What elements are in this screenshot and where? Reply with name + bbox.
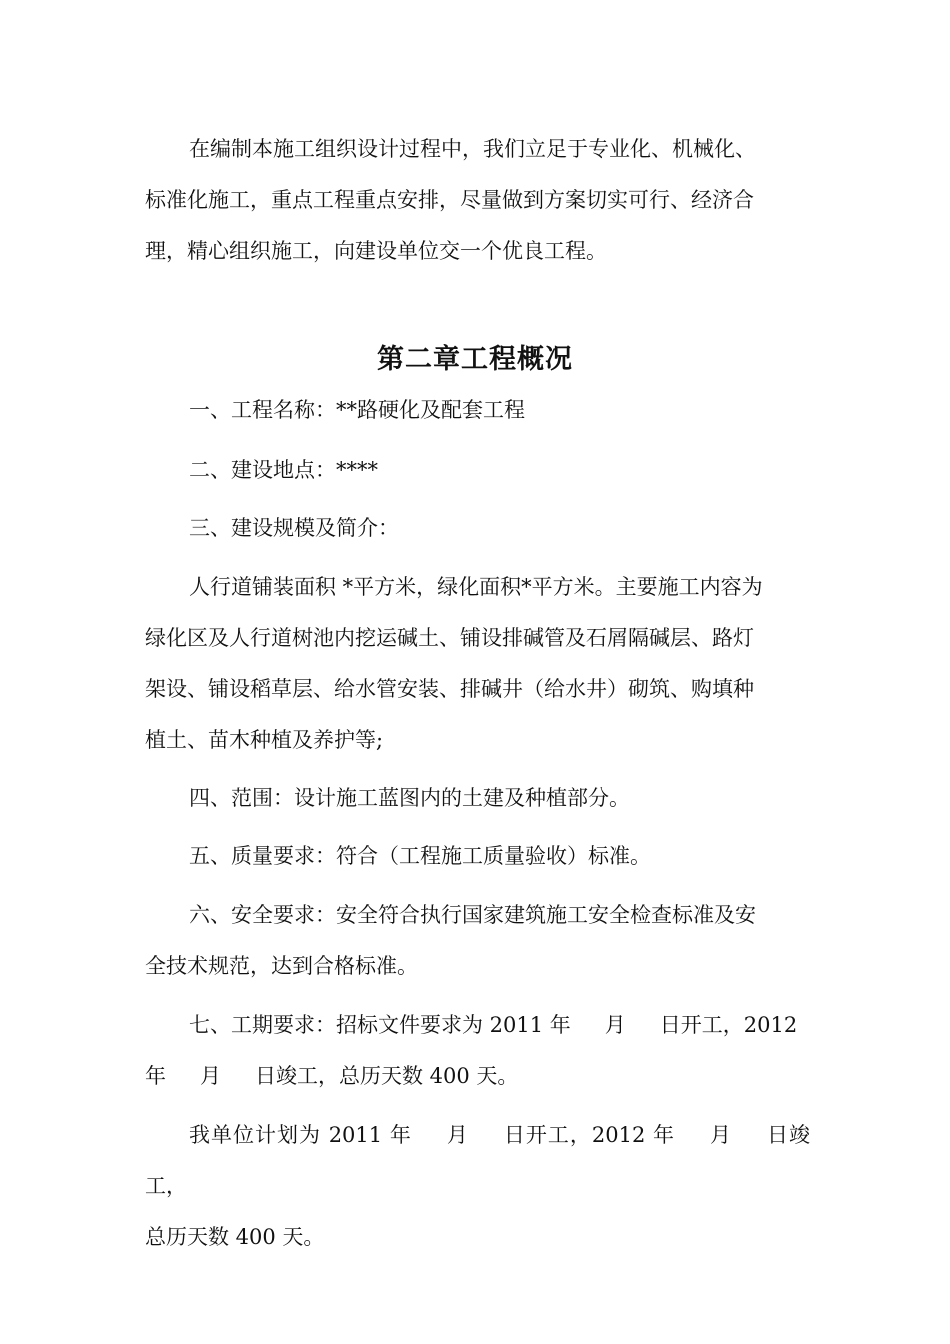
safety-line-2: 全技术规范，达到合格标准。 [145, 954, 418, 978]
schedule-end-year: 年 [145, 1064, 166, 1088]
project-name-item [145, 385, 810, 436]
schedule-end-month: 月 [200, 1064, 221, 1088]
plan-item [145, 1110, 810, 1263]
project-scale-heading [145, 503, 810, 554]
scope-item [145, 773, 810, 824]
plan-line-2: 总历天数 400 天。 [145, 1225, 325, 1249]
scale-line-4: 植土、苗木种植及养护等; [145, 728, 384, 752]
chapter-title: 第二章工程概况 [377, 344, 573, 375]
schedule-end-day: 日竣工，总历天数 400 天。 [255, 1064, 519, 1088]
schedule-start-month: 月 [604, 1013, 626, 1037]
schedule-start-year: 七、工期要求：招标文件要求为 2011 年 [189, 1013, 571, 1037]
safety-item [145, 890, 810, 992]
plan-line-1 [145, 1110, 810, 1212]
safety-line-1: 六、安全要求：安全符合执行国家建筑施工安全检查标准及安 [189, 903, 756, 927]
project-location-text: 二、建设地点：**** [189, 458, 378, 482]
schedule-start-day: 日开工，2012 [659, 1013, 798, 1037]
plan-start-year: 我单位计划为 2011 年 [189, 1123, 412, 1147]
scale-line-3: 架设、铺设稻草层、给水管安装、排碱井（给水井）砌筑、购填种 [145, 677, 754, 701]
intro-paragraph [145, 124, 810, 277]
project-location-item [145, 445, 810, 496]
plan-end-month: 月 [709, 1123, 733, 1147]
scope-text: 四、范围：设计施工蓝图内的土建及种植部分。 [189, 786, 630, 810]
schedule-line-2 [145, 1051, 810, 1102]
schedule-line-1 [145, 1000, 810, 1051]
schedule-item [145, 1000, 810, 1102]
plan-end-day: 日竣工， [145, 1123, 811, 1198]
intro-line-3: 理，精心组织施工，向建设单位交一个优良工程。 [145, 239, 607, 263]
quality-item [145, 831, 810, 882]
intro-line-1: 在编制本施工组织设计过程中，我们立足于专业化、机械化、 [189, 137, 756, 161]
plan-start-month: 月 [445, 1123, 469, 1147]
quality-text: 五、质量要求：符合（工程施工质量验收）标准。 [189, 844, 651, 868]
scale-line-2: 绿化区及人行道树池内挖运碱土、铺设排碱管及石屑隔碱层、路灯 [145, 626, 754, 650]
project-scale-heading-text: 三、建设规模及简介： [189, 516, 399, 540]
plan-start-day: 日开工，2012 年 [502, 1123, 675, 1147]
intro-line-2: 标准化施工，重点工程重点安排，尽量做到方案切实可行、经济合 [145, 188, 754, 212]
scale-line-1: 人行道铺装面积 *平方米，绿化面积*平方米。主要施工内容为 [189, 575, 763, 599]
project-scale-paragraph [145, 562, 810, 766]
project-name-text: 一、工程名称：**路硬化及配套工程 [189, 398, 525, 422]
